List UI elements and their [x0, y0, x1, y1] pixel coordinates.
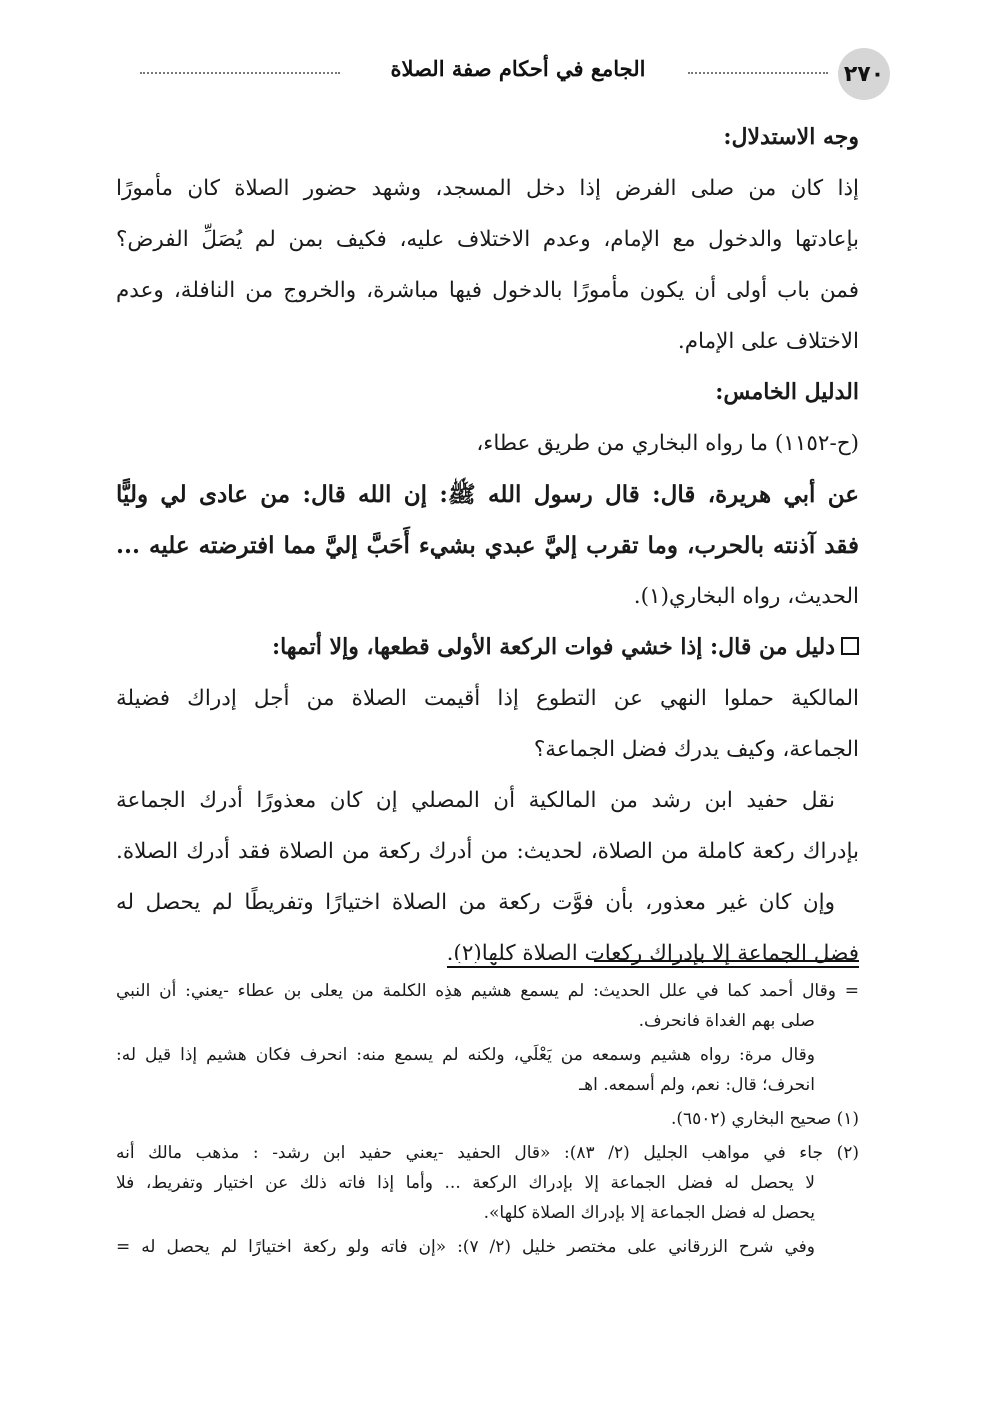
page-header [140, 48, 890, 98]
text-line-content: الدليل الخامس: [715, 379, 859, 405]
text-line [116, 673, 859, 724]
text-line [116, 724, 859, 775]
text-line-content: وجه الاستدلال: [723, 124, 859, 150]
text-line-content: وإن كان غير معذور، بأن فوَّت ركعة من الصلاة اختيارًا وتفريطًا لم يحصل له [116, 890, 835, 915]
text-line-content: بإعادتها والدخول مع الإمام، وعدم الاختلاف عليه، فكيف بمن لم يُصَلِّ الفرض؟ [116, 227, 859, 252]
footnote-line-content: صلى بهم الغداة فانحرف. [638, 1011, 815, 1031]
text-line-content: فمن باب أولى أن يكون مأمورًا بالدخول فيها مباشرة، والخروج من النافلة، وعدم [116, 278, 859, 303]
text-line [116, 877, 859, 928]
text-line-content: عن أبي هريرة، قال: قال رسول الله ﷺ: إن الله قال: من عادى لي وليًّا [116, 481, 859, 508]
footnote-line-content: لا يحصل له فضل الجماعة إلا بإدراك الركعة ... وأما إذا فاته ذلك عن اختيار وتفريط، فلا [116, 1173, 815, 1193]
checkbox-square-icon [841, 637, 859, 655]
footnote-line-content: = وقال أحمد كما في علل الحديث: لم يسمع هشيم هذِه الكلمة من يعلى بن عطاء -يعني: أن النبي [116, 981, 859, 1001]
text-line [116, 265, 859, 316]
footnote-separator-mask [116, 960, 594, 962]
footnote-line-content: وقال مرة: رواه هشيم وسمعه من يَعْلَي، ولكنه لم يسمع منه: انحرف فكان هشيم إذا قيل له: [116, 1045, 815, 1065]
footnote-line [116, 1104, 859, 1134]
text-line-content: (ح-١١٥٢) ما رواه البخاري من طريق عطاء، [476, 431, 859, 456]
footnote-line-content: (٢) جاء في مواهب الجليل (٢/ ٨٣): «قال الحفيد -يعني حفيد ابن رشد- : مذهب مالك أنه [116, 1143, 859, 1163]
footnote-line-content: انحرف؛ قال: نعم، ولم أسمعه. اهـ [579, 1075, 815, 1095]
text-line [116, 112, 859, 163]
text-line [116, 520, 859, 571]
text-line-content: فقد آذنته بالحرب، وما تقرب إليَّ عبدي بشيء أَحَبَّ إليَّ مما افترضته عليه ... [116, 532, 859, 559]
header-dotted-rule-right [688, 72, 828, 74]
text-line-content: المالكية حملوا النهي عن التطوع إذا أقيمت الصلاة من أجل إدراك فضيلة [116, 686, 859, 711]
text-line-content: الجماعة، وكيف يدرك فضل الجماعة؟ [533, 737, 859, 762]
page-number: ٢٧٠ [838, 48, 890, 100]
footnote-line [116, 1198, 859, 1228]
text-line-content: بإدراك ركعة كاملة من الصلاة، لحديث: من أدرك ركعة من الصلاة فقد أدرك الصلاة. [116, 839, 859, 864]
text-line-content: فضل الجماعة إلا بإدراك ركعات الصلاة كلها(٢). [446, 941, 859, 966]
footnote-line [116, 976, 859, 1006]
text-line-content: الحديث، رواه البخاري(١). [633, 584, 859, 609]
running-title: الجامع في أحكام صفة الصلاة [390, 56, 646, 81]
text-line [116, 826, 859, 877]
footnote-line [116, 1138, 859, 1168]
footnote-line [116, 1040, 859, 1070]
footnote-line-content: وفي شرح الزرقاني على مختصر خليل (٢/ ٧): «إن فاته ولو ركعة اختيارًا لم يحصل له = [116, 1237, 815, 1257]
text-line [116, 214, 859, 265]
text-line [116, 775, 859, 826]
main-text [116, 112, 859, 979]
footnote-line [116, 1006, 859, 1036]
text-line [116, 418, 859, 469]
text-line [116, 469, 859, 520]
footnotes [116, 960, 859, 1262]
footnote-line-content: (١) صحيح البخاري (٦٥٠٢). [670, 1109, 859, 1129]
text-line [116, 163, 859, 214]
header-dotted-rule-left [140, 72, 340, 74]
footnote-line [116, 1070, 859, 1100]
text-line-content: دليل من قال: إذا خشي فوات الركعة الأولى قطعها، وإلا أتمها: [271, 634, 835, 660]
text-line [116, 316, 859, 367]
text-line-content: نقل حفيد ابن رشد من المالكية أن المصلي إن كان معذورًا أدرك الجماعة [116, 788, 835, 813]
text-line-content: الاختلاف على الإمام. [677, 329, 859, 354]
footnote-line-content: يحصل له فضل الجماعة إلا بإدراك الصلاة كلها». [483, 1203, 815, 1223]
footnote-line [116, 1232, 859, 1262]
footnote-line [116, 1168, 859, 1198]
text-line-content: إذا كان من صلى الفرض إذا دخل المسجد، وشهد حضور الصلاة كان مأمورًا [116, 176, 859, 201]
text-line [116, 622, 859, 673]
text-line [116, 367, 859, 418]
text-line [116, 571, 859, 622]
